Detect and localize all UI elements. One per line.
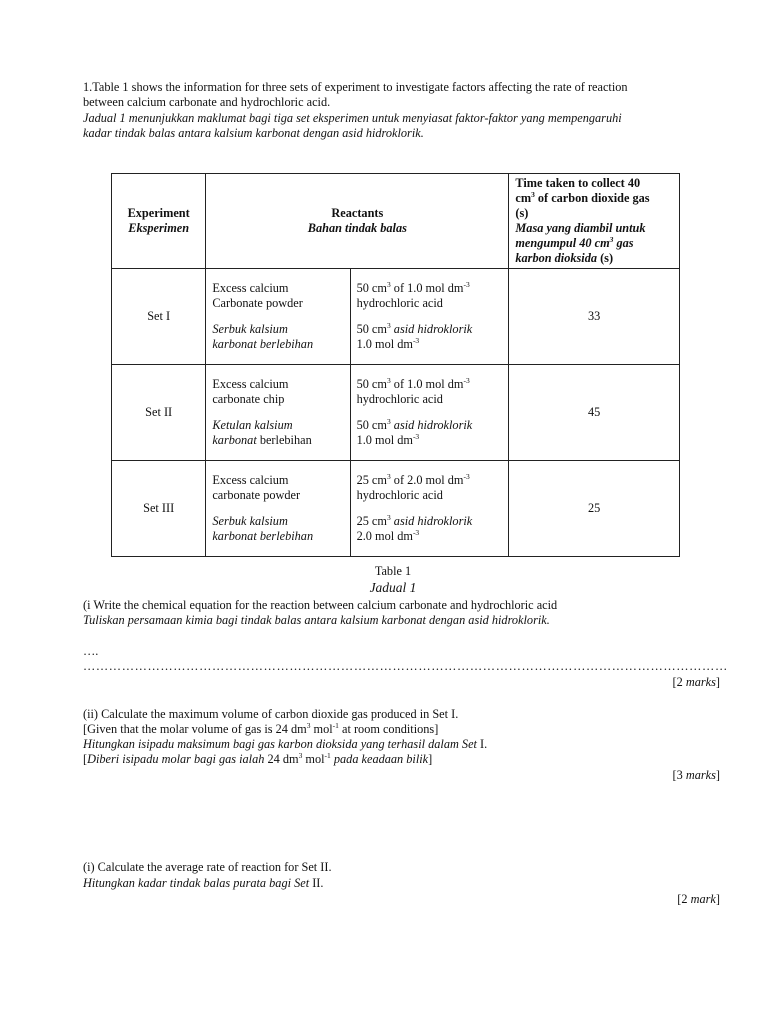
marks-label: [2 marks] bbox=[672, 675, 720, 689]
header-time-my-line-2: mengumpul 40 $cm^3$ gas bbox=[515, 235, 634, 250]
header-time-my-line-1: Masa yang diambil untuk bbox=[515, 221, 646, 235]
intro-malay-line-1: Jadual 1 menunjukkan maklumat bagi tiga set eksperimen untuk menyiasat faktor-faktor yang mempengaruhi bbox=[83, 111, 622, 125]
answer-dots-line: …………………………………………………………………………………………………………………………………… bbox=[83, 659, 728, 673]
header-reactants-en: Reactants bbox=[331, 206, 384, 220]
row-time: 45 bbox=[509, 365, 680, 461]
table-caption: Table 1 bbox=[374, 564, 412, 578]
header-experiment-en: Experiment bbox=[127, 206, 190, 220]
question-equation-malay: Tuliskan persamaan kimia bagi tindak balas antara kalsium karbonat dengan asid hidroklorik. bbox=[83, 613, 550, 627]
experiment-table bbox=[111, 173, 680, 557]
row-acid: 25 $cm^3$ of 2.0 mol $dm^{-3}$ hydrochloric acid 25 $cm^3$ asid hidroklorik 2.0 mol $dm^{-3}$ bbox=[350, 461, 509, 557]
question-rate: (i) Calculate the average rate of reaction for Set II. bbox=[83, 860, 332, 874]
question-volume: (ii) Calculate the maximum volume of carbon dioxide gas produced in Set I. bbox=[83, 707, 459, 721]
table-row bbox=[112, 365, 680, 461]
table-header-row bbox=[112, 174, 680, 269]
table-caption-malay: Jadual 1 bbox=[369, 580, 417, 595]
intro-line-2: between calcium carbonate and hydrochloric acid. bbox=[83, 95, 331, 109]
marks-label: [3 marks] bbox=[672, 768, 720, 782]
row-set: Set II bbox=[112, 365, 206, 461]
row-time: 25 bbox=[509, 461, 680, 557]
question-equation: (i Write the chemical equation for the reaction between calcium carbonate and hydrochloric acid bbox=[83, 598, 558, 612]
header-time-line-1: Time taken to collect 40 bbox=[515, 176, 641, 190]
question-rate-malay: Hitungkan kadar tindak balas purata bagi Set II. bbox=[83, 876, 324, 890]
row-description: Excess calcium carbonate powder Serbuk kalsium karbonat berlebihan bbox=[206, 461, 350, 557]
marks-label: [2 mark] bbox=[677, 892, 720, 906]
question-volume-given: [Given that the molar volume of gas is 24 $dm^3$ mol$^{-1}$ at room conditions] bbox=[83, 721, 439, 736]
header-reactants-my: Bahan tindak balas bbox=[307, 221, 407, 235]
row-set: Set III bbox=[112, 461, 206, 557]
header-time bbox=[509, 174, 680, 269]
answer-dots-short: …. bbox=[83, 644, 99, 658]
row-set: Set I bbox=[112, 269, 206, 365]
header-time-line-2: $cm^3$ of carbon dioxide gas bbox=[515, 190, 650, 205]
header-reactants bbox=[206, 174, 509, 269]
table-row bbox=[112, 269, 680, 365]
row-description: Excess calcium carbonate chip Ketulan kalsium karbonat berlebihan bbox=[206, 365, 350, 461]
row-time: 33 bbox=[509, 269, 680, 365]
header-experiment bbox=[112, 174, 206, 269]
header-experiment-my: Eksperimen bbox=[128, 221, 190, 235]
row-description: Excess calcium Carbonate powder Serbuk kalsium karbonat berlebihan bbox=[206, 269, 350, 365]
table-row bbox=[112, 461, 680, 557]
intro-malay-line-2: kadar tindak balas antara kalsium karbonat dengan asid hidroklorik. bbox=[83, 126, 424, 140]
row-acid: 50 $cm^3$ of 1.0 mol $dm^{-3}$ hydrochloric acid 50 $cm^3$ asid hidroklorik 1.0 mol $dm^{-3}$ bbox=[350, 365, 509, 461]
row-acid: 50 $cm^3$ of 1.0 mol $dm^{-3}$ hydrochloric acid 50 $cm^3$ asid hidroklorik 1.0 mol $dm^{-3}$ bbox=[350, 269, 509, 365]
question-volume-malay: Hitungkan isipadu maksimum bagi gas karbon dioksida yang terhasil dalam Set I. bbox=[83, 737, 488, 751]
question-volume-given-malay: [Diberi isipadu molar bagi gas ialah 24 $dm^3$ mol$^{-1}$ pada keadaan bilik] bbox=[83, 751, 433, 766]
intro-line-1: 1.Table 1 shows the information for three sets of experiment to investigate factors affecting the rate of reaction bbox=[83, 80, 628, 94]
header-time-my-line-3: karbon dioksida (s) bbox=[515, 251, 614, 265]
header-time-line-3: (s) bbox=[515, 206, 529, 220]
